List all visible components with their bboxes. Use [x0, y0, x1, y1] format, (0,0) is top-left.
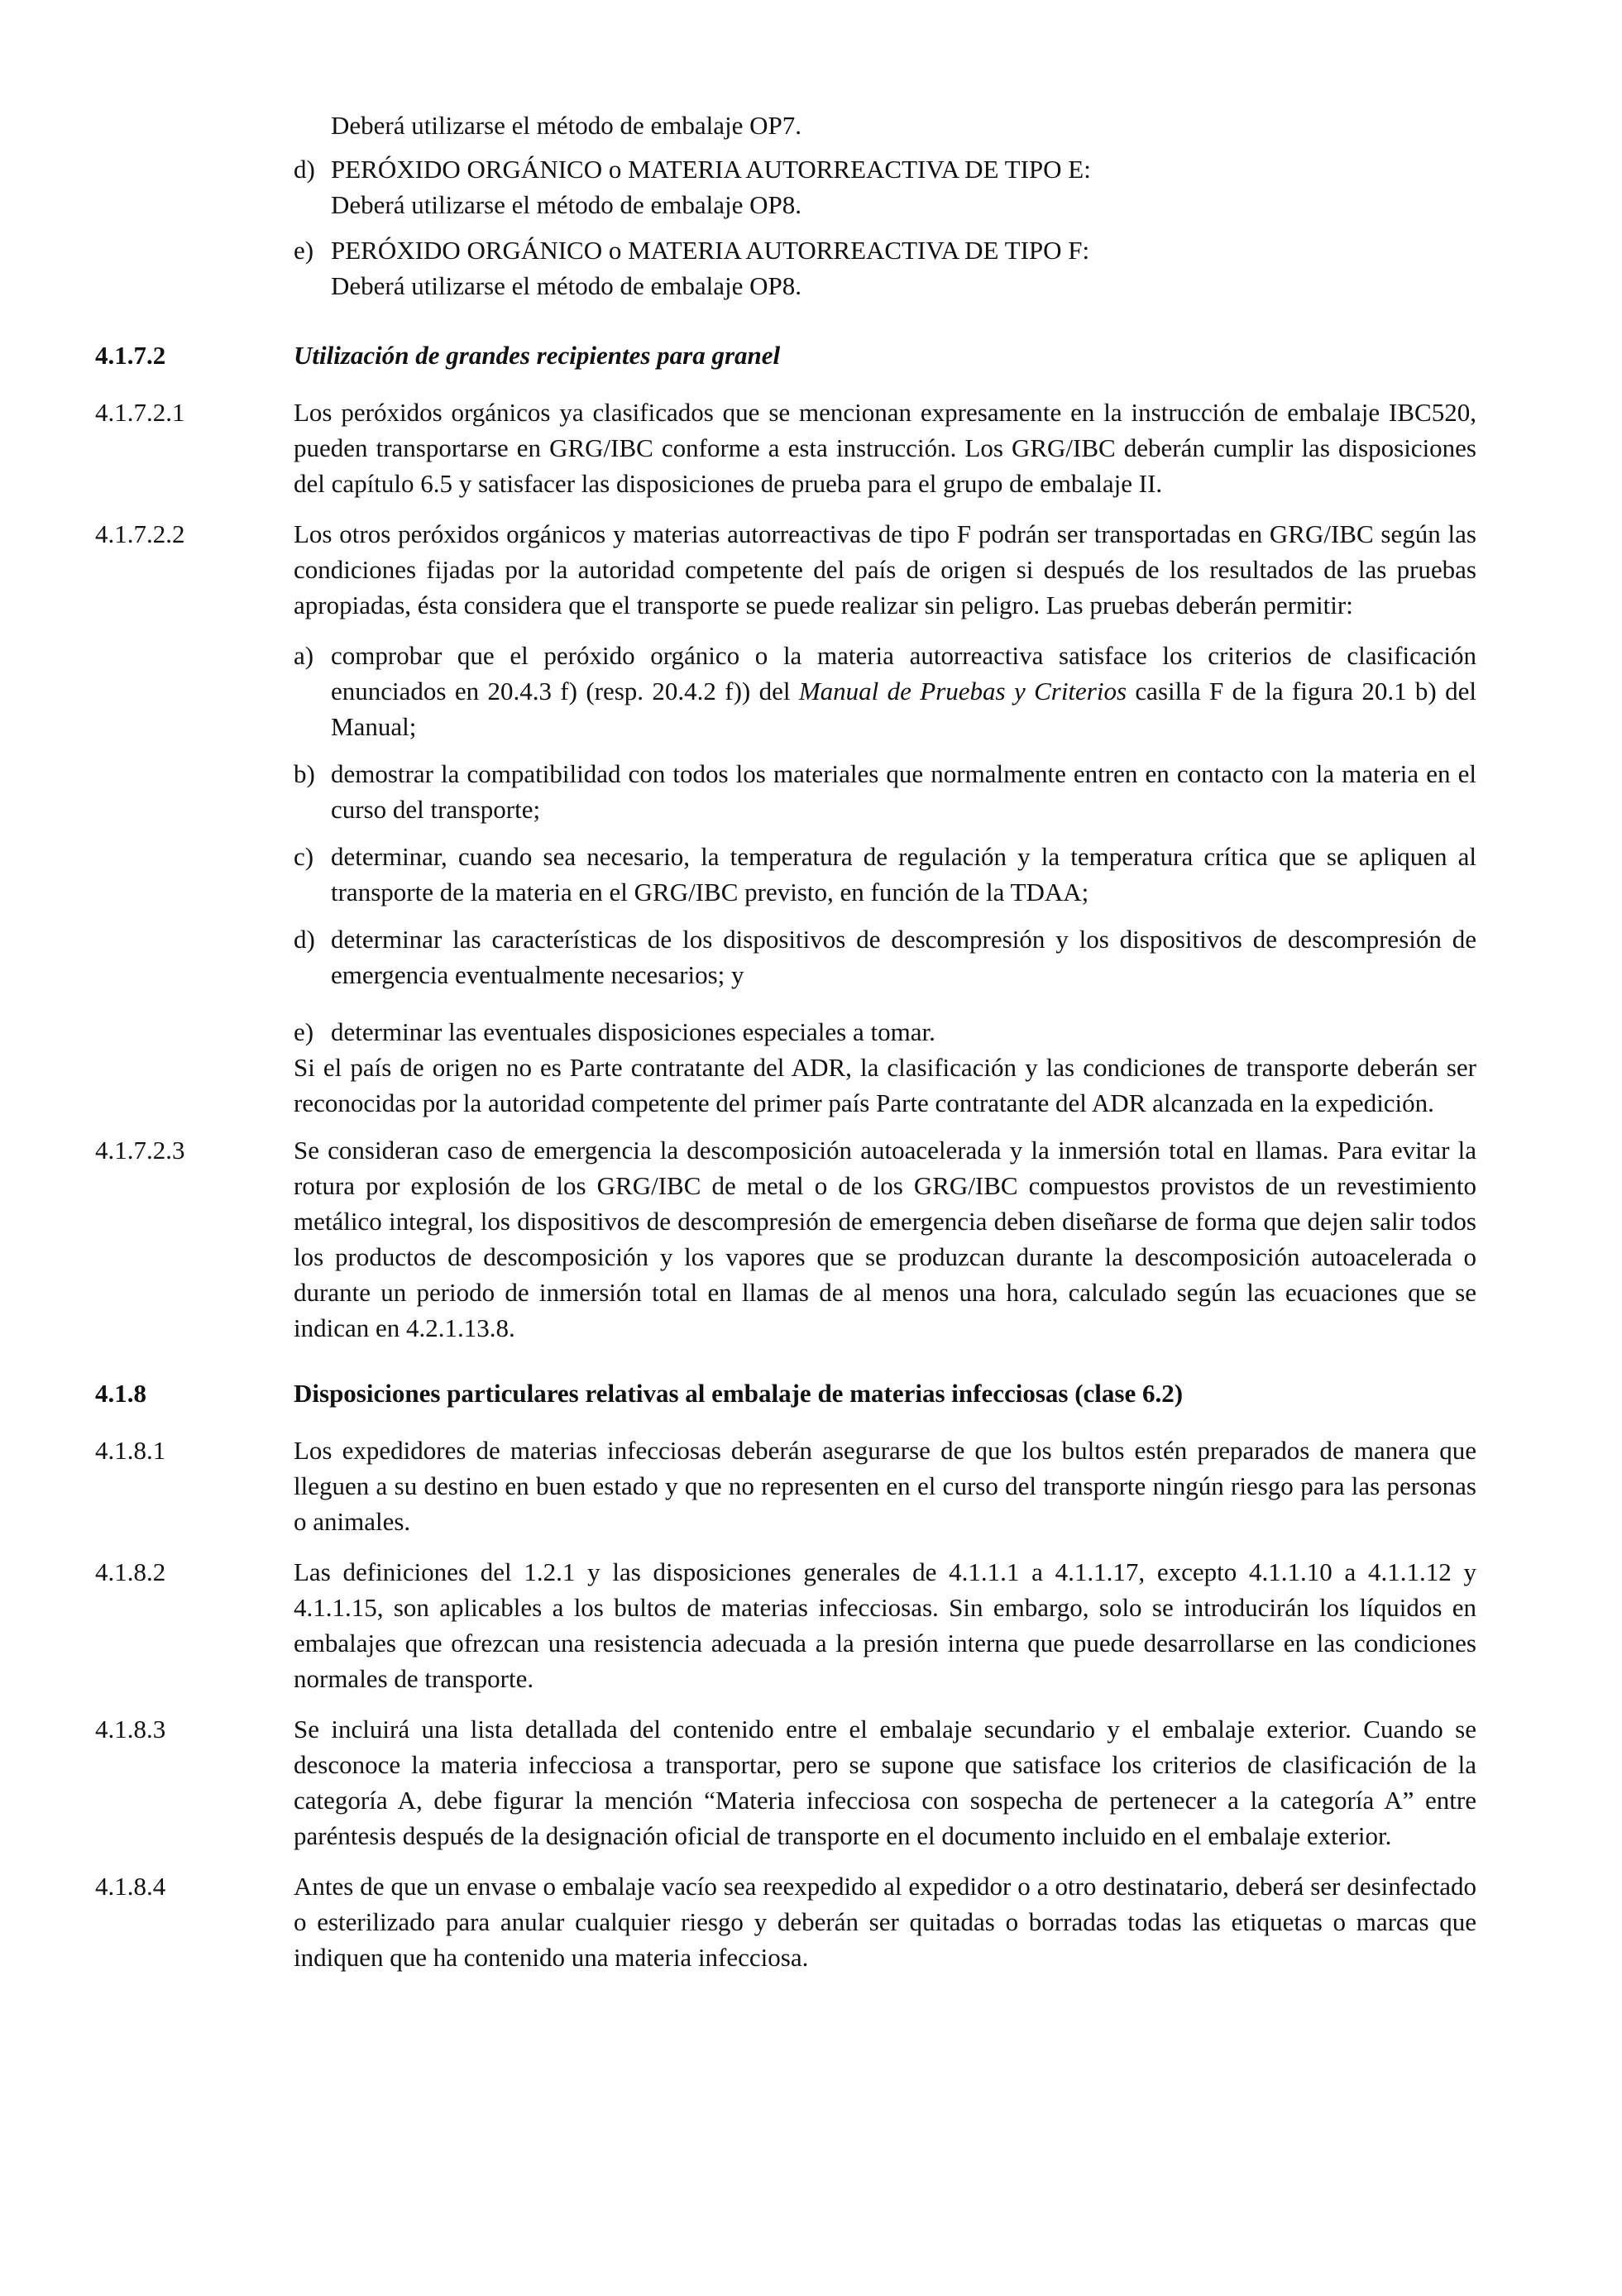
paragraph-4183 — [95, 1711, 1476, 1854]
paragraph-text — [294, 395, 1476, 501]
list-item-text: determinar las características de los dispositivos de descompresión y los dispositivos de descompresión de emergencia eventualmente necesarios; y — [331, 925, 1476, 989]
paragraph-intro: Los otros peróxidos orgánicos y materias autorreactivas de tipo F podrán ser transportadas en GRG/IBC según las condiciones fijadas por la autoridad competente del país de origen si después de los resultados de las pruebas apropiadas, ésta considera que el transporte se puede realizar sin peligro. Las pruebas deberán permitir: — [294, 519, 1476, 619]
paragraph-body: Se incluirá una lista detallada del contenido entre el embalaje secundario y el embalaje exterior. Cuando se desconoce la materia infecciosa a transportar, pero se supone que satisface los criterios de clasificación de la categoría A, debe figurar la mención “Materia infecciosa con sospecha de pertenecer a la categoría A” entre paréntesis después de la designación oficial de transporte en el documento incluido en el embalaje exterior. — [294, 1715, 1476, 1850]
manual-title: Manual de Pruebas y Criterios — [798, 677, 1127, 706]
paragraph-body: Se consideran caso de emergencia la descomposición autoacelerada y la inmersión total en llamas. Para evitar la rotura por explosión de los GRG/IBC de metal o de los GRG/IBC compuestos provistos de un revestimiento metálico integral, los dispositivos de descompresión de emergencia deben diseñarse de forma que dejen salir todos los productos de descomposición y los vapores que se produzcan durante la descomposición autoacelerada o durante un periodo de inmersión total en llamas de al menos una hora, calculado según las ecuaciones que se indican en 4.2.1.13.8. — [294, 1136, 1476, 1342]
paragraph-closing: Si el país de origen no es Parte contratante del ADR, la clasificación y las condiciones de transporte deberán ser reconocidas por la autoridad competente del primer país Parte contratante del ADR alcanzada en la expedición. — [294, 1053, 1476, 1117]
paragraph-text — [294, 1868, 1476, 1975]
paragraph-body: Los peróxidos orgánicos ya clasificados que se mencionan expresamente en la instrucción de embalaje IBC520, pueden transportarse en GRG/IBC conforme a esta instrucción. Los GRG/IBC deberán cumplir las disposiciones del capítulo 6.5 y satisfacer las disposiciones de prueba para el grupo de embalaje II. — [294, 398, 1476, 498]
list-item-b — [294, 756, 1476, 827]
paragraph-4182 — [95, 1554, 1476, 1696]
paragraph-41723 — [95, 1132, 1476, 1346]
paragraph-number: 4.1.7.2.2 — [95, 519, 185, 548]
paragraph-body: Antes de que un envase o embalaje vacío sea reexpedido al expedidor o a otro destinatario, deberá ser desinfectado o esterilizado para anular cualquier riesgo y deberán ser quitadas o borradas todas las etiquetas o marcas que indiquen que ha contenido una materia infecciosa. — [294, 1872, 1476, 1972]
list-item-text: demostrar la compatibilidad con todos los materiales que normalmente entren en contacto con la materia en el curso del transporte; — [331, 759, 1476, 824]
list-label: c) — [294, 842, 314, 871]
list-item-d — [294, 921, 1476, 993]
paragraph-text — [294, 1711, 1476, 1854]
list-label: b) — [294, 759, 315, 788]
list-label: a) — [294, 641, 314, 670]
list-item-e — [294, 1014, 1476, 1050]
list-label: e) — [294, 236, 314, 265]
paragraph-4181 — [95, 1433, 1476, 1539]
document-body — [95, 337, 1476, 1975]
paragraph-text — [294, 516, 1476, 1121]
paragraph-body: Las definiciones del 1.2.1 y las disposiciones generales de 4.1.1.1 a 4.1.1.17, excepto 4.1.1.10 a 4.1.1.12 y 4.1.1.15, son aplicables a los bultos de materias infecciosas. Sin embargo, solo se introducirán los líquidos en embalajes que ofrezcan una resistencia adecuada a la presión interna que puede desarrollarse en las condiciones normales de transporte. — [294, 1557, 1476, 1693]
list-label: e) — [294, 1017, 314, 1046]
paragraph-number: 4.1.8.3 — [95, 1715, 166, 1744]
list-item-text: determinar las eventuales disposiciones especiales a tomar. — [331, 1017, 935, 1046]
list-label: d) — [294, 155, 315, 184]
list-label: d) — [294, 925, 315, 954]
section-number: 4.1.8 — [95, 1379, 146, 1408]
paragraph-number: 4.1.8.4 — [95, 1872, 166, 1901]
paragraph-text — [294, 1433, 1476, 1539]
list-item-e — [294, 232, 1476, 304]
section-heading-4172 — [95, 337, 1476, 373]
list-item-text: PERÓXIDO ORGÁNICO o MATERIA AUTORREACTIVA DE TIPO F: — [331, 236, 1090, 265]
paragraph-text — [294, 1132, 1476, 1346]
paragraph-41721 — [95, 395, 1476, 501]
list-item-text: Deberá utilizarse el método de embalaje OP8. — [331, 190, 801, 219]
section-title: Utilización de grandes recipientes para granel — [294, 341, 781, 370]
list-item-text: determinar, cuando sea necesario, la temperatura de regulación y la temperatura crítica que se apliquen al transporte de la materia en el GRG/IBC previsto, en función de la TDAA; — [331, 842, 1476, 906]
list-item-text: PERÓXIDO ORGÁNICO o MATERIA AUTORREACTIVA DE TIPO E: — [331, 155, 1091, 184]
list-item-text: Deberá utilizarse el método de embalaje OP8. — [331, 271, 801, 300]
item-c-continuation: Deberá utilizarse el método de embalaje OP7. — [331, 111, 801, 140]
list-item-text: comprobar que el peróxido orgánico o la materia autorreactiva satisface los criterios de clasificación enunciados en 20.4.3 f) (resp. 20.4.2 f)) del — [331, 641, 1476, 706]
paragraph-text — [294, 1554, 1476, 1696]
paragraph-body: Los expedidores de materias infecciosas deberán asegurarse de que los bultos estén preparados de manera que lleguen a su destino en buen estado y que no representen en el curso del transporte ningún riesgo para las personas o animales. — [294, 1436, 1476, 1536]
section-title: Disposiciones particulares relativas al embalaje de materias infecciosas (clase 6.2) — [294, 1379, 1184, 1408]
list-item-a — [294, 638, 1476, 744]
section-number: 4.1.7.2 — [95, 341, 166, 370]
paragraph-number: 4.1.8.2 — [95, 1557, 166, 1586]
top-list-continuation — [294, 108, 1476, 304]
paragraph-number: 4.1.7.2.3 — [95, 1136, 185, 1165]
paragraph-4184 — [95, 1868, 1476, 1975]
list-item-text: casilla F de la figura 20.1 b) del Manual; — [331, 677, 1476, 741]
list-item-c — [294, 839, 1476, 910]
paragraph-number: 4.1.8.1 — [95, 1436, 166, 1465]
paragraph-number: 4.1.7.2.1 — [95, 398, 185, 427]
section-heading-418 — [95, 1375, 1476, 1411]
paragraph-41722 — [95, 516, 1476, 1121]
list-item-d — [294, 151, 1476, 222]
